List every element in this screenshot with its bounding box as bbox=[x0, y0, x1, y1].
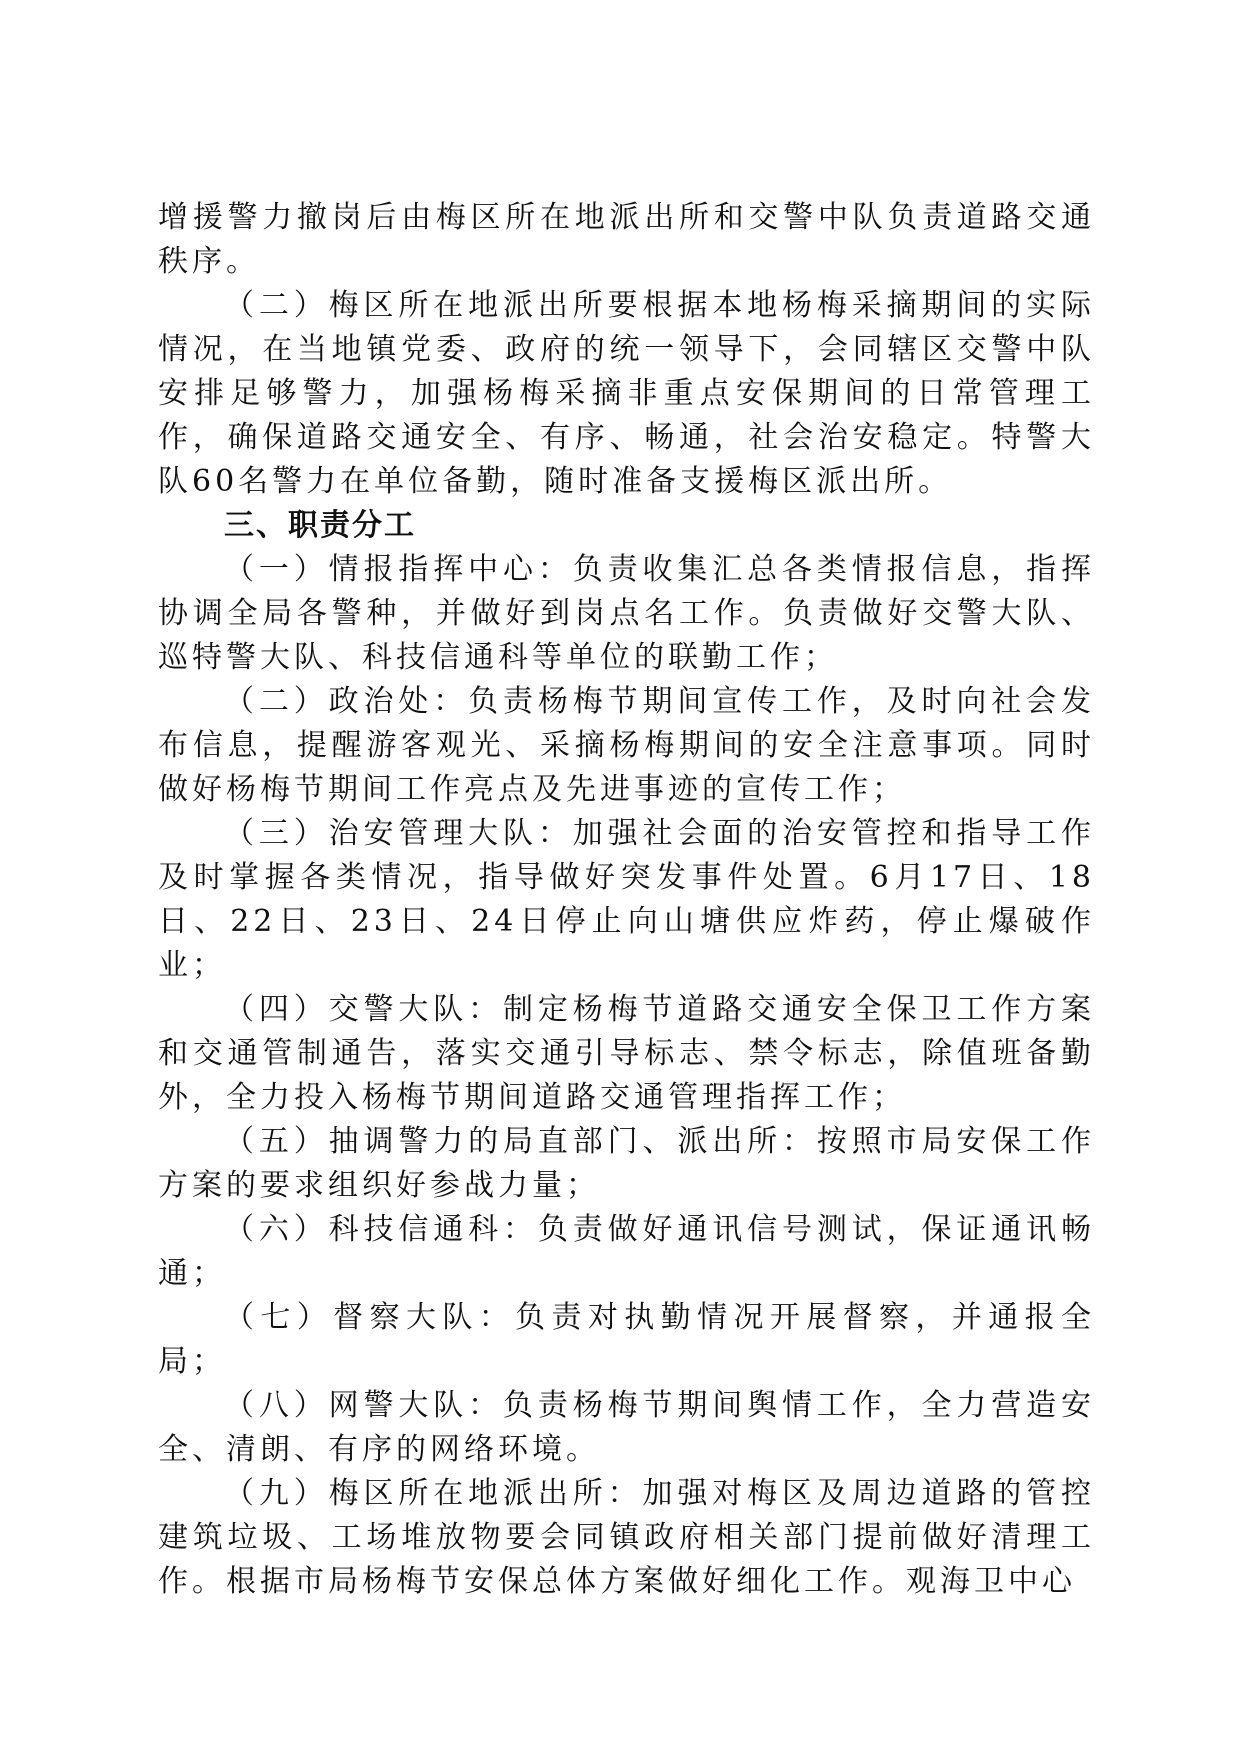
paragraph-deployed-departments: （五）抽调警力的局直部门、派出所：按照市局安保工作方案的要求组织好参战力量； bbox=[158, 1124, 1095, 1203]
section-heading-responsibilities: 三、职责分工 bbox=[224, 508, 416, 543]
paragraph-intel-command-center: （一）情报指挥中心：负责收集汇总各类情报信息，指挥协调全局各警种，并做好到岗点名工作。负责做好交警大队、巡特警大队、科技信通科等单位的联勤工作； bbox=[158, 552, 1095, 675]
paragraph-political-office: （二）政治处：负责杨梅节期间宣传工作，及时向社会发布信息，提醒游客观光、采摘杨梅期间的安全注意事项。同时做好杨梅节期间工作亮点及先进事迹的宣传工作； bbox=[158, 684, 1095, 807]
paragraph-tech-communications: （六）科技信通科：负责做好通讯信号测试，保证通讯畅通； bbox=[158, 1212, 1095, 1291]
paragraph-local-station-cleanup: （九）梅区所在地派出所：加强对梅区及周边道路的管控建筑垃圾、工场堆放物要会同镇政府相关部门提前做好清理工作。根据市局杨梅节安保总体方案做好细化工作。观海卫中心 bbox=[158, 1476, 1095, 1599]
paragraph-local-station-duties: （二）梅区所在地派出所要根据本地杨梅采摘期间的实际情况，在当地镇党委、政府的统一领导下，会同辖区交警中队安排足够警力，加强杨梅采摘非重点安保期间的日常管理工作，确保道路交通安全、有序、畅通，社会治安稳定。特警大队60名警力在单位备勤，随时准备支援梅区派出所。 bbox=[158, 288, 1095, 499]
document-body bbox=[158, 196, 1095, 1604]
paragraph-traffic-police-brigade: （四）交警大队：制定杨梅节道路交通安全保卫工作方案和交通管制通告，落实交通引导标志、禁令标志，除值班备勤外，全力投入杨梅节期间道路交通管理指挥工作； bbox=[158, 992, 1095, 1115]
paragraph-inspection-brigade: （七）督察大队：负责对执勤情况开展督察，并通报全局； bbox=[158, 1300, 1095, 1379]
paragraph-traffic-order: 增援警力撤岗后由梅区所在地派出所和交警中队负责道路交通秩序。 bbox=[158, 200, 1095, 279]
paragraph-public-security-brigade: （三）治安管理大队：加强社会面的治安管控和指导工作及时掌握各类情况，指导做好突发事件处置。6月17日、18日、22日、23日、24日停止向山塘供应炸药，停止爆破作业； bbox=[158, 816, 1095, 983]
paragraph-cyber-police: （八）网警大队：负责杨梅节期间舆情工作，全力营造安全、清朗、有序的网络环境。 bbox=[158, 1388, 1095, 1467]
